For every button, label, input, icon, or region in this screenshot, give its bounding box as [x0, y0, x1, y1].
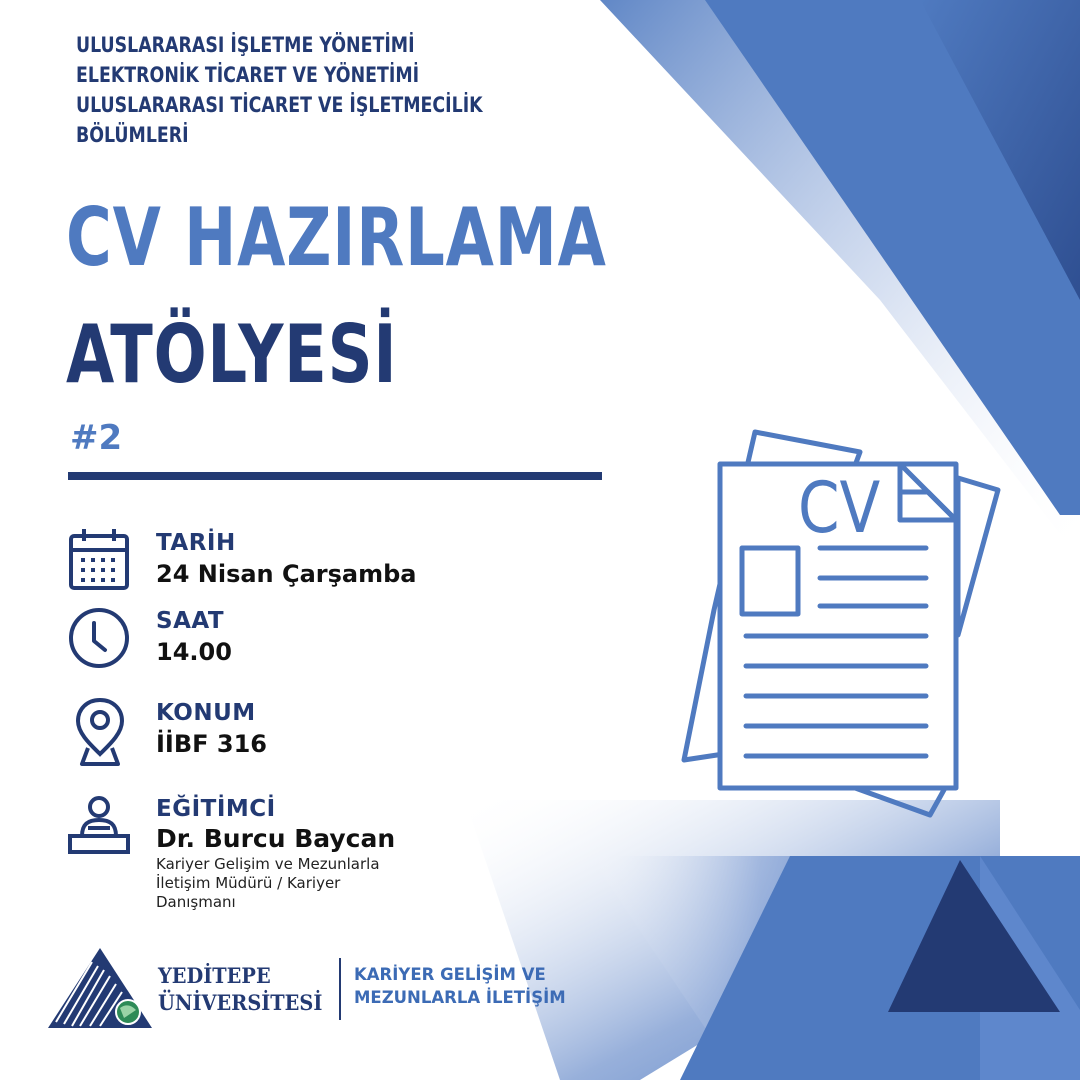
- title-divider: [68, 472, 602, 480]
- time-value: 14.00: [156, 638, 232, 666]
- date-value: 24 Nisan Çarşamba: [156, 560, 417, 588]
- time-label: SAAT: [156, 608, 225, 634]
- location-label: KONUM: [156, 700, 256, 726]
- edition-number: #2: [70, 418, 123, 458]
- trainer-name: Dr. Burcu Baycan: [156, 824, 396, 853]
- department-line: ULUSLARARASI İŞLETME YÖNETİMİ: [76, 33, 415, 57]
- departments-list: [76, 30, 483, 150]
- unit-name: [354, 963, 566, 1009]
- calendar-icon: [68, 526, 130, 592]
- trainer-title: Kariyer Gelişim ve Mezunlarla İletişim Müdürü / Kariyer Danışmanı: [156, 855, 380, 911]
- unit-name-line2: MEZUNLARLA İLETİŞİM: [354, 988, 566, 1007]
- cv-document-icon: [670, 420, 1010, 830]
- university-name: [158, 962, 322, 1016]
- department-line: ULUSLARARASI TİCARET VE İŞLETMECİLİK: [76, 93, 483, 117]
- title-line-1: CV HAZIRLAMA: [66, 191, 607, 284]
- cv-doc-label: CV: [798, 468, 881, 550]
- location-pin-icon: [72, 696, 128, 768]
- university-logo: [44, 944, 156, 1030]
- location-value: İİBF 316: [156, 730, 267, 758]
- title-line-2: ATÖLYESİ: [66, 308, 398, 401]
- university-name-line1: YEDİTEPE: [158, 963, 271, 988]
- trainer-label: EĞİTİMCİ: [156, 796, 276, 822]
- clock-icon: [67, 606, 131, 670]
- footer-divider: [339, 958, 341, 1020]
- department-line: BÖLÜMLERİ: [76, 123, 189, 147]
- trainer-icon: [66, 794, 132, 856]
- unit-name-line1: KARİYER GELİŞİM VE: [354, 965, 546, 984]
- university-name-line2: ÜNİVERSİTESİ: [158, 990, 323, 1015]
- date-label: TARİH: [156, 530, 236, 556]
- department-line: ELEKTRONİK TİCARET VE YÖNETİMİ: [76, 63, 420, 87]
